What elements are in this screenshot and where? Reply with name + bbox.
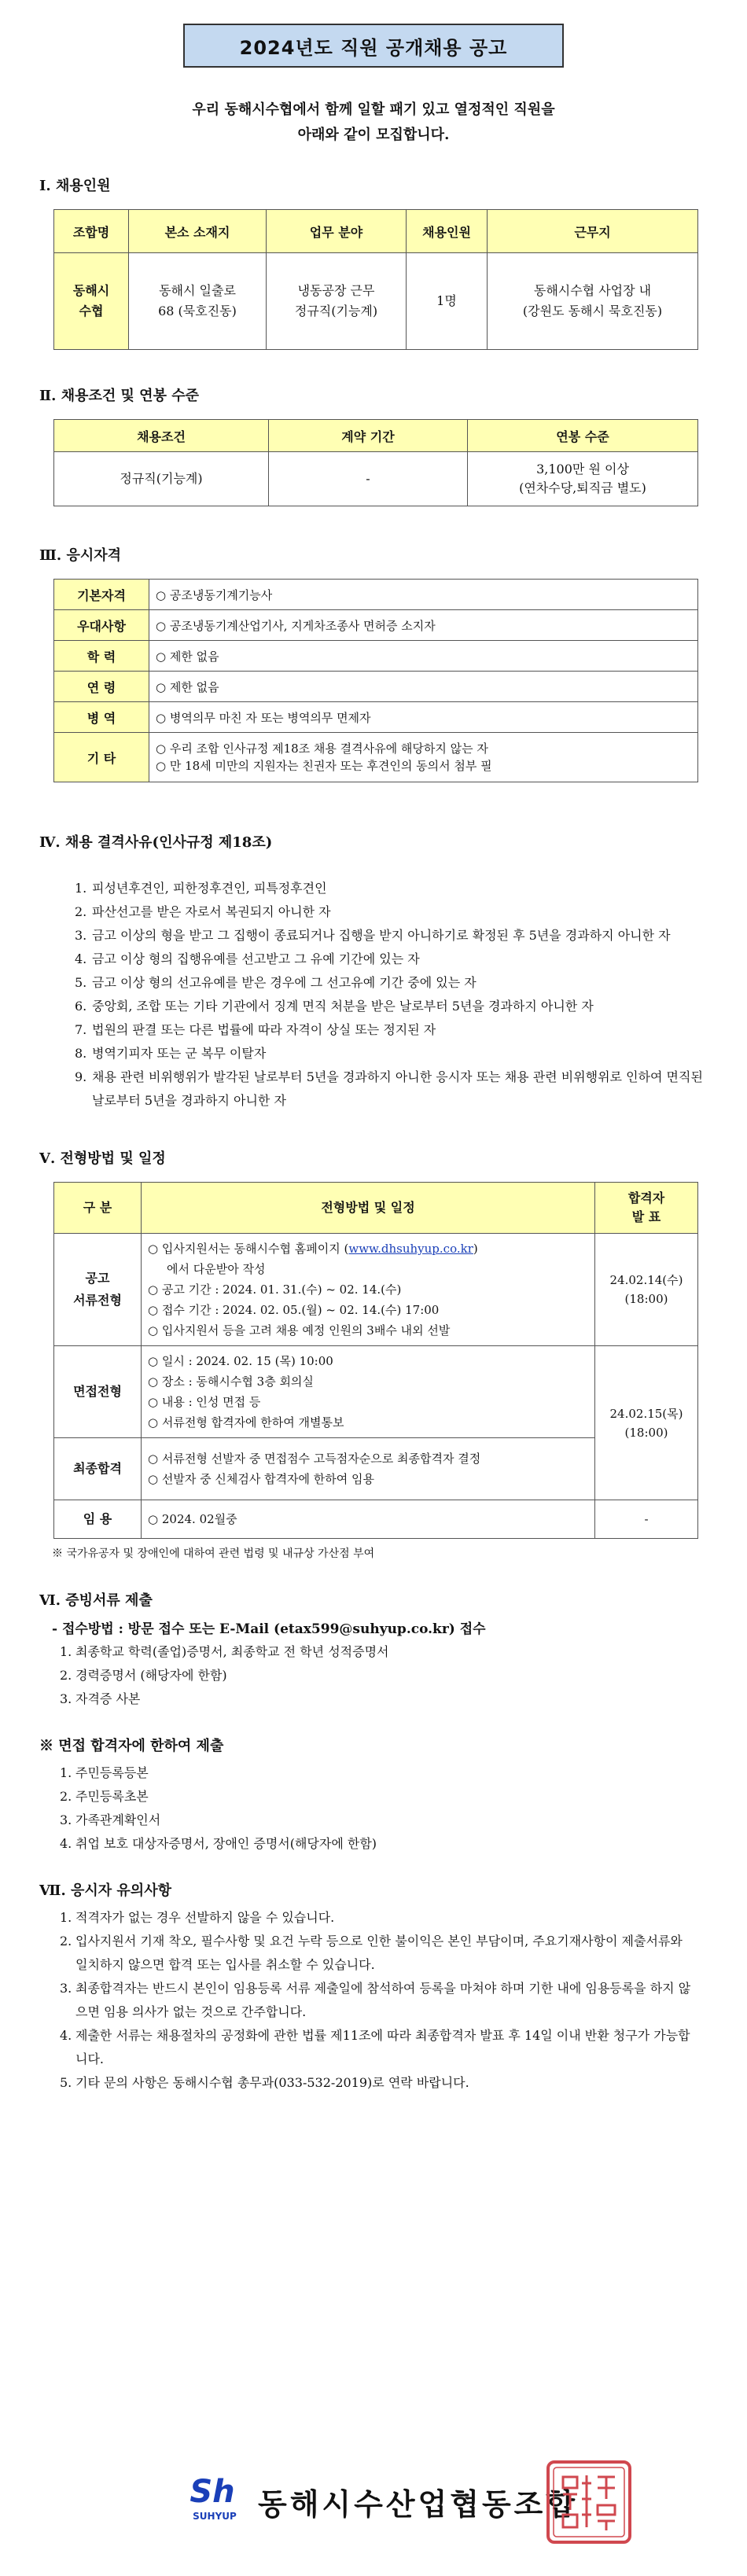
item-number: 4.	[75, 951, 87, 966]
section-heading-disqualification: Ⅳ. 채용 결격사유(인사규정 제18조)	[39, 834, 273, 851]
list-item	[60, 2071, 697, 2095]
section-heading-recruit: Ⅰ. 채용인원	[39, 178, 111, 194]
qual-value: ○ 공조냉동기계기능사	[149, 580, 698, 610]
official-seal	[546, 2460, 632, 2545]
cell-text: )	[473, 1242, 478, 1256]
table-header: 조합명	[54, 210, 129, 253]
documents-list	[60, 1640, 716, 1711]
table-row	[54, 1346, 698, 1438]
item-text: 가족관계확인서	[75, 1812, 161, 1827]
item-number: 5.	[75, 975, 87, 990]
list-item	[75, 948, 716, 971]
cell-line	[148, 1238, 588, 1259]
bonus-note: ※ 국가유공자 및 장애인에 대하여 관련 법령 및 내규상 가산점 부여	[52, 1547, 375, 1560]
cell-line: ○ 서류전형 선발자 중 면접점수 고득점자순으로 최종합격자 결정	[148, 1452, 481, 1466]
item-number: 2.	[60, 1668, 72, 1683]
list-item	[75, 1042, 716, 1065]
item-number: 5.	[60, 2075, 72, 2090]
item-text: 금고 이상의 형을 받고 그 집행이 종료되거나 집행을 받지 아니하기로 확정된 후 5년을 경과하지 아니한 자	[92, 928, 671, 943]
footer	[31, 2460, 716, 2546]
item-text: 채용 관련 비위행위가 발각된 날로부터 5년을 경과하지 아니한 응시자 또는 채용 관련 비위행위로 인하여 면직된 날로부터 5년을 경과하지 아니한 자	[92, 1069, 703, 1108]
salary-cell	[468, 452, 698, 506]
table-header: 구 분	[54, 1183, 142, 1234]
item-text: 자격증 사본	[75, 1691, 141, 1706]
cell-line: ○ 선발자 중 신체검사 합격자에 한하여 임용	[148, 1472, 375, 1486]
item-text: 입사지원서 기재 착오, 필수사항 및 요건 누락 등으로 인한 불이익은 본인 부담이며, 주요기재사항이 제출서류와 일치하지 않으면 합격 또는 입사를 취소할 수 있습니다.	[75, 1934, 683, 1972]
section-heading-qualification: Ⅲ. 응시자격	[39, 547, 122, 564]
cell-line: ○ 서류전형 합격자에 한하여 개별통보	[148, 1415, 344, 1430]
period-cell: -	[269, 452, 468, 506]
organization-name: 동해시수산업협동조합	[258, 2487, 579, 2522]
table-header: 계약 기간	[269, 420, 468, 452]
cell-line: 3,100만 원 이상	[536, 462, 629, 477]
count-cell: 1명	[407, 253, 488, 350]
list-item	[60, 1664, 716, 1687]
list-item	[75, 877, 716, 900]
list-item	[75, 1018, 716, 1042]
item-text: 금고 이상 형의 집행유예를 선고받고 그 유예 기간에 있는 자	[92, 951, 420, 966]
item-number: 3.	[60, 1812, 72, 1827]
qual-value: ○ 제한 없음	[149, 641, 698, 672]
homepage-link[interactable]: www.dhsuhyup.co.kr	[348, 1242, 473, 1256]
stage-cell: 최종합격	[54, 1438, 142, 1500]
schedule-table	[53, 1182, 698, 1539]
item-text: 금고 이상 형의 선고유예를 받은 경우에 그 선고유예 기간 중에 있는 자	[92, 975, 477, 990]
list-item	[60, 2024, 697, 2071]
condition-cell: 정규직(기능계)	[54, 452, 269, 506]
cell-line: 동해시	[72, 283, 110, 298]
item-text: 최종학교 학력(졸업)증명서, 최종학교 전 학년 성적증명서	[75, 1644, 389, 1659]
qual-value: ○ 병역의무 마친 자 또는 병역의무 면제자	[149, 702, 698, 733]
item-text: 제출한 서류는 채용절차의 공정화에 관한 법률 제11조에 따라 최종합격자 발표 후 14일 이내 반환 청구가 가능합니다.	[75, 2028, 690, 2066]
list-item	[75, 924, 716, 948]
item-number: 2.	[60, 1789, 72, 1804]
address-cell	[129, 253, 267, 350]
table-row	[54, 452, 698, 506]
method-cell	[142, 1234, 595, 1346]
item-number: 3.	[60, 1981, 72, 1996]
workplace-cell	[488, 253, 698, 350]
section-heading-notice: Ⅶ. 응시자 유의사항	[39, 1882, 171, 1899]
table-header: 전형방법 및 일정	[142, 1183, 595, 1234]
cell-line: (18:00)	[624, 1425, 668, 1440]
table-row	[54, 1500, 698, 1539]
table-header-row	[54, 420, 698, 452]
list-item	[75, 971, 716, 995]
header-line: 발 표	[631, 1209, 661, 1224]
cell-line: ○ 만 18세 미만의 지원자는 친권자 또는 후견인의 동의서 첨부 필	[156, 759, 492, 773]
table-row	[54, 733, 698, 782]
list-item	[60, 1809, 716, 1832]
item-number: 4.	[60, 2028, 72, 2043]
item-number: 2.	[60, 1934, 72, 1949]
cell-line: ○ 우리 조합 인사규정 제18조 채용 결격사유에 해당하지 않는 자	[156, 742, 488, 756]
item-text: 피성년후견인, 피한정후견인, 피특정후견인	[92, 881, 327, 896]
cell-line: (18:00)	[624, 1292, 668, 1306]
list-item	[60, 1687, 716, 1711]
list-item	[60, 1832, 716, 1856]
list-item	[60, 1761, 716, 1785]
item-number: 8.	[75, 1046, 87, 1061]
cell-line: (연차수당,퇴직금 별도)	[519, 480, 646, 495]
result-cell: -	[595, 1500, 698, 1539]
logo-subtext: SUHYUP	[193, 2511, 237, 2522]
item-text: 적격자가 없는 경우 선발하지 않을 수 있습니다.	[75, 1910, 335, 1925]
method-cell: ○ 2024. 02월중	[142, 1500, 595, 1539]
result-cell	[595, 1346, 698, 1500]
cell-line: ○ 장소 : 동해시수협 3층 회의실	[148, 1374, 314, 1389]
notice-list	[60, 1906, 697, 2095]
result-cell	[595, 1234, 698, 1346]
qual-key: 우대사항	[54, 610, 149, 641]
table-header	[595, 1183, 698, 1234]
table-row	[54, 702, 698, 733]
page-title: 2024년도 직원 공개채용 공고	[183, 24, 564, 68]
section-heading-conditions: Ⅱ. 채용조건 및 연봉 수준	[39, 388, 199, 404]
qual-key: 기본자격	[54, 580, 149, 610]
item-text: 중앙회, 조합 또는 기타 기관에서 징계 면직 처분을 받은 날로부터 5년을 경과하지 아니한 자	[92, 999, 594, 1014]
item-text: 주민등록초본	[75, 1789, 149, 1804]
table-header-row	[54, 1183, 698, 1234]
list-item	[60, 1906, 697, 1930]
item-number: 1.	[60, 1644, 72, 1659]
item-text: 최종합격자는 반드시 본인이 임용등록 서류 제출일에 참석하여 등록을 마쳐야 하며 기한 내에 임용등록을 하지 않으면 임용 의사가 없는 것으로 간주합니다.	[75, 1981, 691, 2019]
cell-line: ○ 접수 기간 : 2024. 02. 05.(월) ~ 02. 14.(수) 17:00	[148, 1303, 440, 1317]
list-item	[60, 1640, 716, 1664]
list-item	[75, 995, 716, 1018]
qual-value: ○ 제한 없음	[149, 672, 698, 702]
cell-line: 24.02.15(목)	[609, 1406, 683, 1421]
section-heading-documents: Ⅵ. 증빙서류 제출	[39, 1592, 153, 1609]
table-header: 본소 소재지	[129, 210, 267, 253]
cell-line: 냉동공장 근무	[297, 283, 375, 298]
list-item	[60, 1930, 697, 1977]
item-number: 1.	[60, 1910, 72, 1925]
intro-line: 아래와 같이 모집합니다.	[297, 127, 450, 143]
table-row	[54, 641, 698, 672]
list-item	[60, 1977, 697, 2024]
item-number: 3.	[60, 1691, 72, 1706]
item-text: 주민등록등본	[75, 1765, 149, 1780]
logo-mark: Sh	[190, 2474, 235, 2510]
interview-documents-list	[60, 1761, 716, 1856]
cell-line: 서류전형	[73, 1293, 122, 1308]
cell-line: 68 (묵호진동)	[158, 304, 237, 318]
recruit-table	[53, 209, 698, 350]
table-header: 근무지	[488, 210, 698, 253]
stage-cell: 임 용	[54, 1500, 142, 1539]
cell-line: ○ 입사지원서 등을 고려 채용 예정 인원의 3배수 내외 선발	[148, 1323, 451, 1338]
submission-method: - 접수방법 : 방문 접수 또는 E-Mail (etax599@suhyup.co.kr) 접수	[52, 1621, 486, 1637]
cell-line: 정규직(기능계)	[294, 304, 378, 318]
cell-line: 동해시 일출로	[159, 283, 236, 298]
list-item	[75, 1065, 716, 1113]
item-text: 기타 문의 사항은 동해시수협 총무과(033-532-2019)로 연락 바랍니다.	[75, 2075, 469, 2090]
qual-value	[149, 733, 698, 782]
item-number: 1.	[75, 881, 87, 896]
cell-line: 공고	[85, 1271, 110, 1286]
table-row	[54, 610, 698, 641]
list-item	[75, 900, 716, 924]
cell-line: ○ 일시 : 2024. 02. 15 (목) 10:00	[148, 1354, 333, 1368]
interview-docs-heading: ※ 면접 합격자에 한하여 제출	[39, 1738, 224, 1754]
item-text: 병역기피자 또는 군 복무 이탈자	[92, 1046, 267, 1061]
section-heading-schedule: Ⅴ. 전형방법 및 일정	[39, 1150, 166, 1167]
cell-line: 수협	[79, 304, 104, 318]
method-cell	[142, 1346, 595, 1438]
item-number: 9.	[75, 1069, 87, 1084]
cell-text: ○ 입사지원서는 동해시수협 홈페이지 (	[148, 1242, 349, 1256]
table-row	[54, 1234, 698, 1346]
suhyup-logo	[186, 2469, 244, 2524]
conditions-table	[53, 419, 698, 506]
cell-line: ○ 내용 : 인성 면접 등	[148, 1395, 261, 1409]
qual-key: 연 령	[54, 672, 149, 702]
table-row	[54, 580, 698, 610]
cell-line: ○ 공고 기간 : 2024. 01. 31.(수) ~ 02. 14.(수)	[148, 1282, 402, 1297]
stage-cell	[54, 1234, 142, 1346]
cell-line: 24.02.14(수)	[609, 1273, 683, 1287]
item-number: 3.	[75, 928, 87, 943]
item-number: 4.	[60, 1836, 72, 1851]
table-header: 연봉 수준	[468, 420, 698, 452]
qual-value: ○ 공조냉동기계산업기사, 지게차조종사 면허증 소지자	[149, 610, 698, 641]
stage-cell: 면접전형	[54, 1346, 142, 1438]
item-number: 7.	[75, 1022, 87, 1037]
table-header: 업무 분야	[267, 210, 407, 253]
table-header-row	[54, 210, 698, 253]
item-text: 경력증명서 (해당자에 한함)	[75, 1668, 227, 1683]
qual-key: 기 타	[54, 733, 149, 782]
cell-line: 동해시수협 사업장 내	[533, 283, 652, 298]
method-cell	[142, 1438, 595, 1500]
cell-line: 에서 다운받아 작성	[167, 1262, 266, 1276]
item-number: 1.	[60, 1765, 72, 1780]
qual-key: 학 력	[54, 641, 149, 672]
cell-line: (강원도 동해시 묵호진동)	[522, 304, 663, 318]
header-line: 합격자	[627, 1190, 665, 1205]
item-number: 6.	[75, 999, 87, 1014]
table-header: 채용조건	[54, 420, 269, 452]
item-text: 파산선고를 받은 자로서 복권되지 아니한 자	[92, 904, 331, 919]
table-header: 채용인원	[407, 210, 488, 253]
org-cell	[54, 253, 129, 350]
page	[31, 24, 716, 2556]
disqualification-list	[75, 877, 716, 1113]
qual-key: 병 역	[54, 702, 149, 733]
qualification-table	[53, 579, 698, 782]
item-text: 취업 보호 대상자증명서, 장애인 증명서(해당자에 한함)	[75, 1836, 377, 1851]
table-row	[54, 672, 698, 702]
table-row	[54, 253, 698, 350]
list-item	[60, 1785, 716, 1809]
item-number: 2.	[75, 904, 87, 919]
intro-line: 우리 동해시수협에서 함께 일할 패기 있고 열정적인 직원을	[192, 101, 555, 118]
intro	[31, 98, 716, 148]
item-text: 법원의 판결 또는 다른 법률에 따라 자격이 상실 또는 정지된 자	[92, 1022, 436, 1037]
field-cell	[267, 253, 407, 350]
